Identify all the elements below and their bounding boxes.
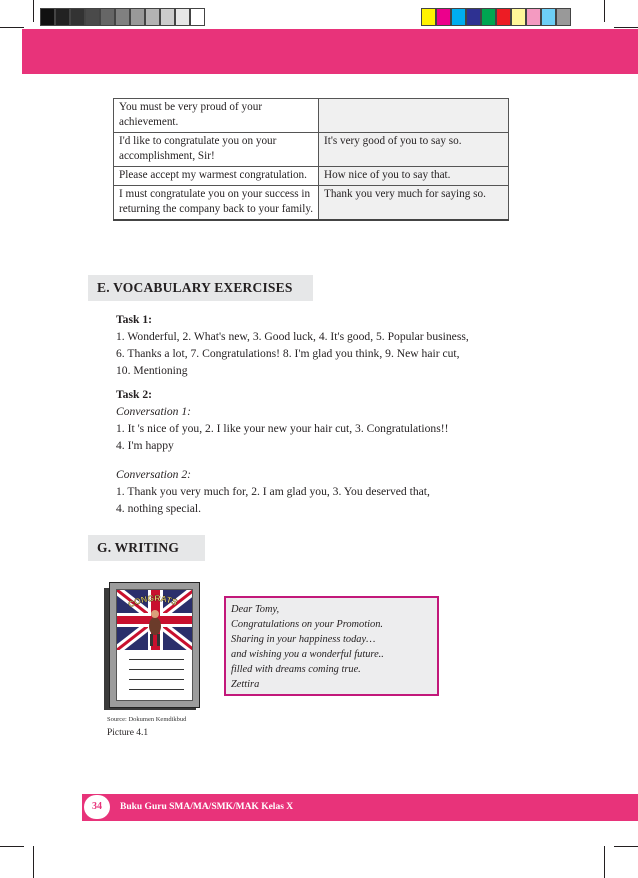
crop-mark bbox=[0, 27, 24, 28]
color-swatch bbox=[70, 8, 85, 26]
picture-caption: Picture 4.1 bbox=[107, 728, 149, 738]
footer-book-title: Buku Guru SMA/MA/SMK/MAK Kelas X bbox=[120, 802, 294, 812]
color-swatch bbox=[421, 8, 436, 26]
image-source-caption: Source: Dokumen Kemdikbud bbox=[107, 716, 187, 723]
greeting-message-box bbox=[224, 596, 439, 696]
card-inner-panel bbox=[116, 589, 193, 701]
message-line: Sharing in your happiness today… bbox=[231, 634, 376, 645]
crop-mark bbox=[614, 846, 638, 847]
card-writing-line bbox=[129, 689, 184, 690]
color-swatch bbox=[145, 8, 160, 26]
color-swatch bbox=[55, 8, 70, 26]
gray-swatch-row bbox=[40, 8, 205, 26]
card-writing-line bbox=[129, 669, 184, 670]
color-swatch bbox=[190, 8, 205, 26]
crop-mark bbox=[604, 846, 605, 878]
color-swatch bbox=[481, 8, 496, 26]
congrats-banner bbox=[117, 592, 193, 614]
table-row bbox=[114, 133, 509, 167]
page-number: 34 bbox=[84, 795, 110, 819]
task1-line: 6. Thanks a lot, 7. Congratulations! 8. I'm glad you think, 9. New hair cut, bbox=[116, 347, 460, 360]
svg-text:CONGRATS bbox=[126, 593, 179, 610]
color-swatch bbox=[100, 8, 115, 26]
task2-block bbox=[116, 386, 448, 517]
conversation2-line: 4. nothing special. bbox=[116, 502, 202, 515]
conversation1-line: 1. It 's nice of you, 2. I like your new your hair cut, 3. Congratulations!! bbox=[116, 422, 449, 435]
congrats-banner-text: CONGRATS bbox=[126, 592, 179, 610]
color-swatch bbox=[85, 8, 100, 26]
card-writing-line bbox=[129, 679, 184, 680]
message-signature: Zettira bbox=[231, 679, 260, 690]
table-cell-response: How nice of you to say that. bbox=[319, 167, 509, 186]
color-swatch bbox=[130, 8, 145, 26]
table-cell-response: Thank you very much for saying so. bbox=[319, 186, 509, 221]
crop-mark bbox=[614, 27, 638, 28]
color-swatch bbox=[511, 8, 526, 26]
conversation1-line: 4. I'm happy bbox=[116, 439, 174, 452]
crop-mark bbox=[604, 0, 605, 22]
color-swatch bbox=[40, 8, 55, 26]
section-heading-writing: G. WRITING bbox=[88, 535, 205, 561]
color-swatch bbox=[466, 8, 481, 26]
crop-mark bbox=[33, 846, 34, 878]
color-swatch bbox=[526, 8, 541, 26]
task1-line: 10. Mentioning bbox=[116, 364, 188, 377]
message-line: filled with dreams coming true. bbox=[231, 664, 361, 675]
card-writing-line bbox=[129, 659, 184, 660]
message-line: and wishing you a wonderful future.. bbox=[231, 649, 384, 660]
message-line: Congratulations on your Promotion. bbox=[231, 619, 384, 630]
color-swatch bbox=[451, 8, 466, 26]
color-swatch bbox=[175, 8, 190, 26]
task2-label: Task 2: bbox=[116, 388, 152, 401]
color-swatch bbox=[496, 8, 511, 26]
color-swatch bbox=[436, 8, 451, 26]
table-cell-expression: You must be very proud of your achievement. bbox=[114, 99, 319, 133]
table-row bbox=[114, 99, 509, 133]
color-swatch-row bbox=[421, 8, 571, 26]
expressions-table bbox=[113, 98, 509, 221]
crop-mark bbox=[0, 846, 24, 847]
table-cell-expression: Please accept my warmest congratulation. bbox=[114, 167, 319, 186]
table-cell-expression: I must congratulate you on your success in returning the company back to your family. bbox=[114, 186, 319, 221]
task1-block bbox=[116, 311, 469, 379]
card-front bbox=[109, 582, 200, 708]
task1-line: 1. Wonderful, 2. What's new, 3. Good luck, 4. It's good, 5. Popular business, bbox=[116, 330, 469, 343]
table-row bbox=[114, 167, 509, 186]
conversation2-line: 1. Thank you very much for, 2. I am glad you, 3. You deserved that, bbox=[116, 485, 430, 498]
conversation2-label: Conversation 2: bbox=[116, 468, 192, 481]
greeting-card-illustration bbox=[104, 582, 200, 710]
table-row bbox=[114, 186, 509, 221]
color-swatch bbox=[556, 8, 571, 26]
task1-label: Task 1: bbox=[116, 313, 152, 326]
table-cell-response: It's very good of you to say so. bbox=[319, 133, 509, 167]
section-heading-vocabulary: E. VOCABULARY EXERCISES bbox=[88, 275, 313, 301]
message-line: Dear Tomy, bbox=[231, 604, 280, 615]
conversation1-label: Conversation 1: bbox=[116, 405, 192, 418]
table-cell-response bbox=[319, 99, 509, 133]
color-swatch bbox=[160, 8, 175, 26]
crop-mark bbox=[33, 0, 34, 22]
header-band bbox=[22, 29, 638, 74]
table-cell-expression: I'd like to congratulate you on your accomplishment, Sir! bbox=[114, 133, 319, 167]
color-swatch bbox=[115, 8, 130, 26]
color-swatch bbox=[541, 8, 556, 26]
